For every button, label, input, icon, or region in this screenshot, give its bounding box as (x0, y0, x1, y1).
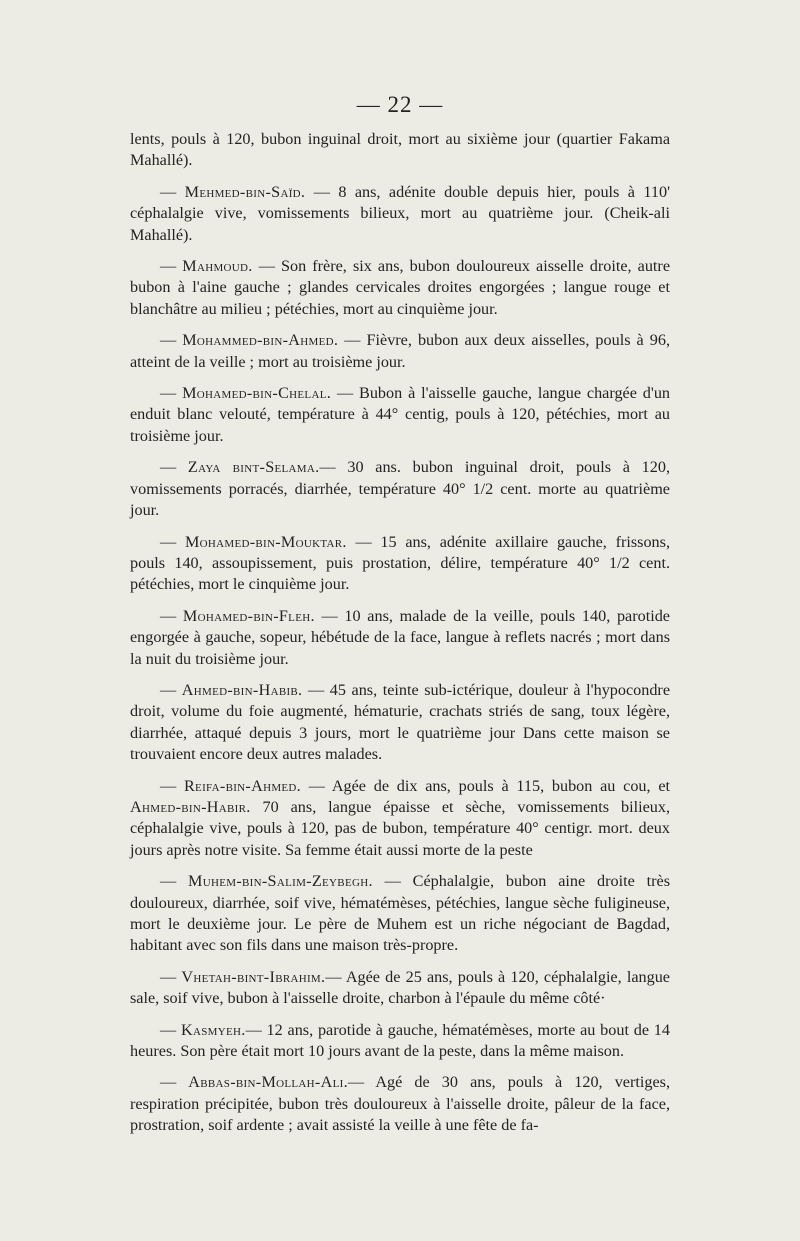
case-entry (130, 383, 670, 447)
case-entry (130, 871, 670, 957)
patient-name: Reifa-bin-Ahmed. (183, 776, 302, 795)
patient-name-second: Ahmed-bin-Habir. (130, 797, 251, 816)
case-description: — 30 ans. bubon inguinal droit, pouls à 120, vomissements porracés, diarrhée, température 40° 1/2 cent. morte au quatrième jour. (130, 458, 670, 520)
entry-dash: — (160, 532, 185, 551)
entry-dash: — (160, 458, 188, 477)
case-entry (130, 457, 670, 521)
entry-dash: — (160, 606, 183, 625)
entry-dash: — (160, 1020, 181, 1039)
case-description: — Agé de 30 ans, pouls à 120, vertiges, respiration précipitée, bubon très douloureux à l'aisselle droite, pâleur de la face, prostration, soif ardente ; avait assisté la veille à une fête de fa- (130, 1073, 671, 1135)
case-description: — 8 ans, adénite double depuis hier, pouls à 110' céphalalgie vive, vomissements bilieux, mort au quatrième jour. (Cheik-ali Mahallé). (130, 182, 670, 244)
patient-name: Mohammed-bin-Ahmed. (182, 331, 339, 350)
body-text (130, 129, 670, 1147)
page-number: — 22 — (356, 92, 444, 117)
patient-name: Muhem-bin-Salim-Zeybegh. (188, 872, 373, 891)
case-entry (130, 606, 670, 670)
case-description: — Fièvre, bubon aux deux aisselles, pouls à 96, atteint de la veille ; mort au troisième jour. (130, 331, 670, 371)
case-description: — Agée de dix ans, pouls à 115, bubon au cou, et (301, 776, 671, 795)
case-description: — Agée de 25 ans, pouls à 120, céphalalgie, langue sale, soif vive, bubon à l'aisselle droite, charbon à l'épaule du même côté· (130, 967, 670, 1008)
entry-dash: — (160, 182, 185, 201)
patient-name: Mohamed-bin-Chelal. (182, 384, 332, 403)
case-description: — Son frère, six ans, bubon douloureux aisselle droite, autre bubon à l'aine gauche ; glandes cervicales droites engorgées ; langue rouge et blanchâtre au milieu ; pétéchies, mort au cinquième jour. (130, 257, 671, 318)
case-entry (130, 680, 670, 766)
entry-dash: — (160, 680, 182, 699)
patient-name: Ahmed-bin-Habib. (181, 680, 303, 699)
entry-dash: — (160, 331, 183, 350)
case-description: — 10 ans, malade de la veille, pouls 140, parotide engorgée à gauche, sopeur, hébétude de la face, langue à reflets nacrés ; mort dans la nuit du troisième jour. (130, 606, 670, 668)
patient-name: Abbas-bin-Mollah-Ali. (188, 1073, 348, 1092)
patient-name: Zaya bint-Selama. (187, 458, 320, 477)
entry-dash: — (160, 257, 183, 276)
case-entry (130, 1072, 670, 1136)
patient-name: Mohamed-bin-Mouktar. (184, 532, 347, 551)
case-entry (130, 182, 670, 246)
paragraph-continuation (130, 129, 670, 172)
patient-name: Mahmoud. (182, 257, 253, 276)
case-description-second: 70 ans, langue épaisse et sèche, vomissements bilieux, céphalalgie vive, pouls à 120, pas de bubon, température 40° centigr. mort. deux jours après notre visite. Sa femme était aussi morte de la peste (130, 797, 670, 859)
entry-dash: — (160, 384, 183, 403)
case-description: — Bubon à l'aisselle gauche, langue chargée d'un enduit blanc velouté, température à 44° centig, pouls à 120, pétéchies, mort au troisième jour. (130, 384, 671, 445)
patient-name: Mehmed-bin-Saïd. (184, 182, 306, 201)
case-description: — 45 ans, teinte sub-ictérique, douleur à l'hypocondre droit, volume du foie augmenté, hématurie, crachats striés de sang, toux légère, diarrhée, attaqué depuis 3 jours, mort le quatrième jour Dans cette maison se trouvaient encore deux autres malades. (130, 680, 671, 764)
case-entry (130, 1020, 670, 1063)
case-entry (130, 967, 670, 1010)
entry-dash: — (160, 967, 182, 986)
case-entry (130, 532, 670, 596)
case-description: — 15 ans, adénite axillaire gauche, frissons, pouls 140, assoupissement, puis prostation, délire, température 40° 1/2 cent. pétéchies, mort le cinquième jour. (130, 532, 671, 594)
patient-name: Vhetah-bint-Ibrahim. (181, 967, 326, 986)
entry-dash: — (160, 1073, 189, 1092)
case-entry (130, 776, 670, 862)
patient-name: Mohamed-bin-Fleh. (182, 606, 315, 625)
case-description: — 12 ans, parotide à gauche, hématémèses, morte au bout de 14 heures. Son père était mort 10 jours avant de la peste, dans la même maison. (130, 1020, 670, 1061)
patient-name: Kasmyeh. (180, 1020, 246, 1039)
case-entry (130, 330, 670, 373)
case-entry (130, 256, 670, 320)
paragraph-text: lents, pouls à 120, bubon inguinal droit, mort au sixième jour (quartier Fakama Mahallé). (130, 130, 670, 170)
entry-dash: — (160, 776, 184, 795)
case-description: — Céphalalgie, bubon aine droite très douloureux, diarrhée, soif vive, hématémèses, pétéchies, langue sèche fuligineuse, mort le deuxième jour. Le père de Muhem est un riche négociant de Bagdad, habitant avec son fils dans une maison très-propre. (130, 872, 671, 955)
entry-dash: — (160, 872, 189, 891)
